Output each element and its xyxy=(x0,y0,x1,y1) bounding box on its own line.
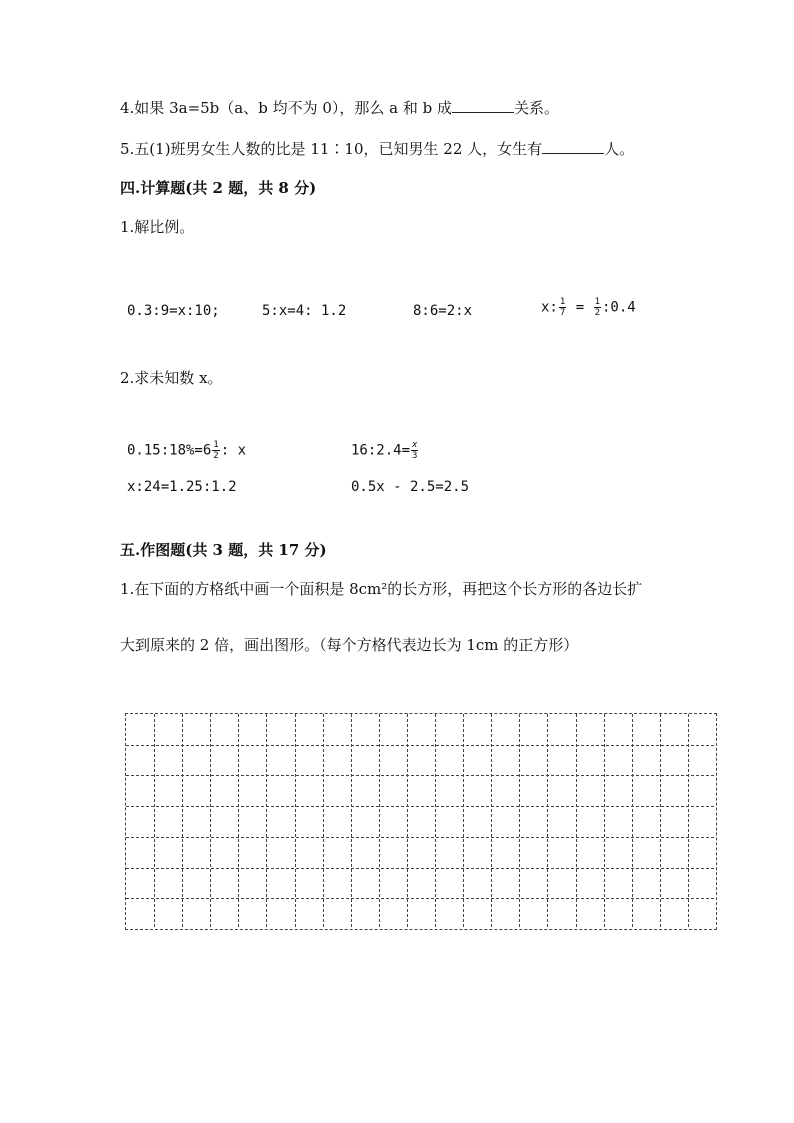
equation-2-2 xyxy=(351,440,419,461)
grid-paper[interactable] xyxy=(125,713,717,930)
section-5-heading: 五.作图题(共 3 题，共 17 分) xyxy=(120,541,327,559)
fraction-denominator: 2 xyxy=(594,308,600,318)
drawing-question-1-line-2: 大到原来的 2 倍，画出图形。（每个方格代表边长为 1cm 的正方形） xyxy=(120,636,579,654)
fraction-numerator: 1 xyxy=(559,297,566,307)
equation-2-2-prefix: 16:2.4= xyxy=(351,442,411,459)
fraction-numerator: x xyxy=(412,440,418,450)
equation-2-4: 0.5x - 2.5=2.5 xyxy=(351,479,470,495)
answer-blank[interactable] xyxy=(542,139,604,154)
question-5 xyxy=(120,138,634,159)
equation-2-1-suffix: : x xyxy=(220,442,247,459)
question-5-text: 5.五(1)班男女生人数的比是 11∶10，已知男生 22 人，女生有 xyxy=(120,140,543,158)
fraction xyxy=(559,297,566,318)
fraction xyxy=(212,440,219,461)
equation-1-4-prefix: x: xyxy=(541,299,558,316)
equation-2-1-prefix: 0.15:18%=6 xyxy=(127,442,212,459)
fraction-numerator: 1 xyxy=(594,297,600,307)
fraction-denominator: 3 xyxy=(412,451,418,461)
question-4-suffix: 关系。 xyxy=(514,99,560,117)
question-4-text: 4.如果 3a=5b（a、b 均不为 0），那么 a 和 b 成 xyxy=(120,99,453,117)
drawing-question-1-line-1: 1.在下面的方格纸中画一个面积是 8cm²的长方形，再把这个长方形的各边长扩 xyxy=(120,580,643,598)
fraction xyxy=(594,297,601,318)
fraction xyxy=(411,440,418,461)
fraction-numerator: 1 xyxy=(213,440,219,450)
equation-1-3: 8:6=2:x xyxy=(413,303,473,319)
grid-lines xyxy=(126,714,718,931)
fraction-denominator: 2 xyxy=(213,451,219,461)
calc-question-1-title: 1.解比例。 xyxy=(120,218,195,236)
question-5-suffix: 人。 xyxy=(604,140,635,158)
calc-question-2-title: 2.求未知数 x。 xyxy=(120,369,223,387)
equals-sign: = xyxy=(567,299,593,316)
equation-1-1: 0.3:9=x:10; xyxy=(127,303,220,319)
section-4-heading: 四.计算题(共 2 题，共 8 分) xyxy=(120,179,317,197)
equation-1-2: 5:x=4: 1.2 xyxy=(262,303,347,319)
equation-1-4 xyxy=(541,297,636,318)
equation-1-4-suffix: :0.4 xyxy=(602,299,636,316)
fraction-denominator: 7 xyxy=(559,308,566,318)
question-4 xyxy=(120,97,559,118)
answer-blank[interactable] xyxy=(452,98,514,113)
equation-2-3: x:24=1.25:1.2 xyxy=(127,479,237,495)
equation-2-1 xyxy=(127,440,246,461)
